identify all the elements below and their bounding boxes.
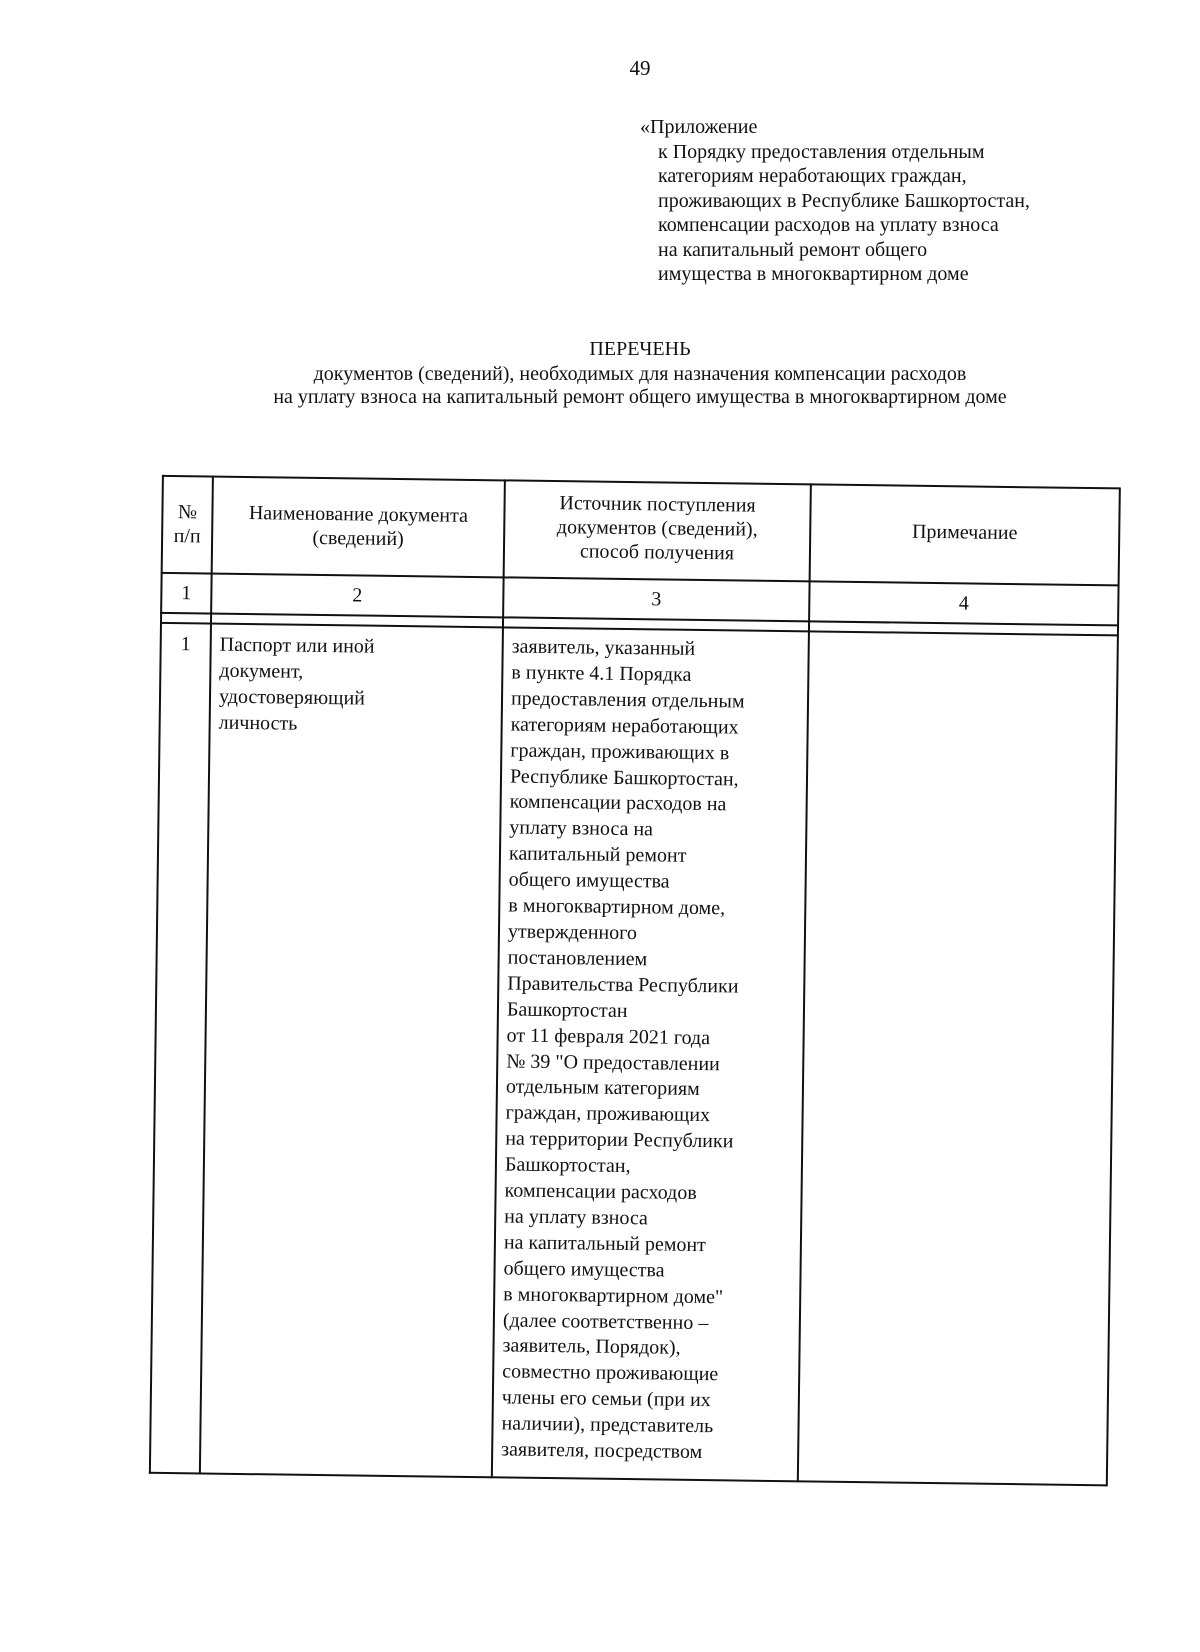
annex-line: имущества в многоквартирном доме [658, 263, 969, 285]
column-number: 3 [651, 588, 662, 611]
table-bottom-border [149, 1472, 1107, 1486]
column-number: 1 [181, 582, 192, 605]
title-line: документов (сведений), необходимых для назначения компенсации расходов [313, 363, 967, 385]
table-right-border [1106, 487, 1121, 1486]
column-number: 4 [958, 592, 969, 615]
header-num: № п/п [173, 501, 201, 548]
row-source: заявитель, указанный в пункте 4.1 Порядка предоставления отдельным категориям неработающих граждан, проживающих в Республике Башкортостан, компенсации расходов на уплату взноса на капитальный ремонт общего имущества в многоквартирном доме, утвержденного постановлением Правительства Республики Башкортостан от 11 февраля 2021 года № 39 "О предоставлении отдельным категориям граждан, проживающих на территории Республики Башкортостан, компенсации расходов на уплату взноса на капитальный ремонт общего имущества в многоквартирном доме" (далее соответственно – заявитель, Порядок), совместно проживающие члены его семьи (при их наличии), представитель заявителя, посредством [501, 635, 745, 1464]
annex-line: компенсации расходов на уплату взноса [658, 214, 999, 236]
row-number: 1 [180, 633, 191, 656]
title-line: на уплату взноса на капитальный ремонт общего имущества в многоквартирном доме [273, 386, 1007, 408]
table-left-border [149, 475, 164, 1474]
annex-line: к Порядку предоставления отдельным [658, 140, 985, 163]
annex-line: проживающих в Республике Башкортостан, [658, 189, 1030, 212]
header-name: Наименование документа (сведений) [248, 502, 469, 551]
title-heading: ПЕРЕЧЕНЬ [589, 338, 691, 360]
row-note [818, 640, 1108, 644]
row-document-name: Паспорт или иной документ, удостоверяющий личность [218, 633, 375, 735]
column-divider [199, 476, 214, 1475]
annex-line: на капитальный ремонт общего [658, 238, 928, 261]
annex-line: категориям неработающих граждан, [658, 165, 967, 187]
header-source: Источник поступления документов (сведений), способ получения [556, 492, 758, 565]
table-top-border [162, 475, 1120, 489]
annex-line: «Приложение [640, 116, 758, 138]
header-note: Примечание [911, 520, 1018, 545]
page-number: 49 [629, 56, 651, 80]
column-number: 2 [352, 584, 363, 607]
